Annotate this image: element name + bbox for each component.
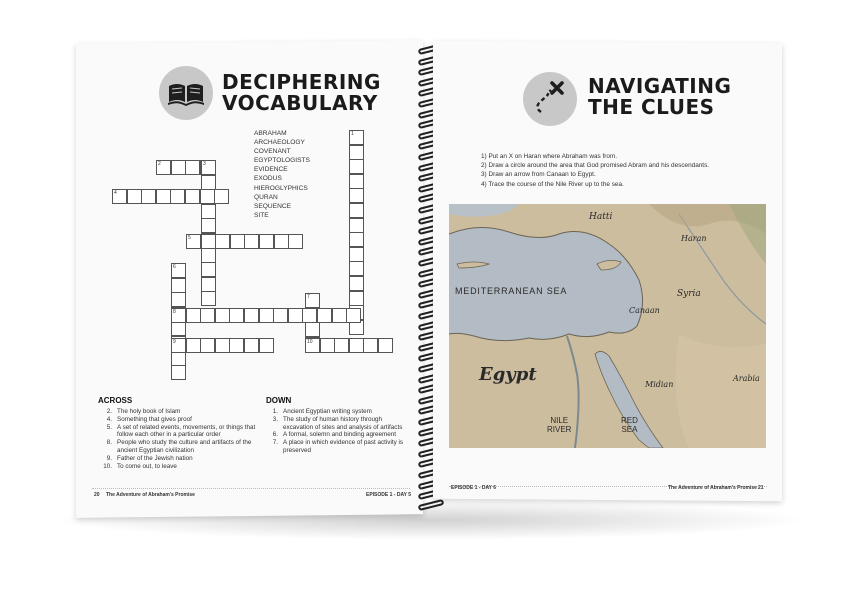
crossword-cell[interactable]	[244, 234, 259, 249]
crossword-cell[interactable]	[349, 232, 364, 247]
crossword-cell[interactable]	[349, 174, 364, 189]
crossword-cell[interactable]	[349, 188, 364, 203]
word-bank-item: EGYPTOLOGISTS	[254, 157, 310, 165]
word-bank	[254, 129, 310, 220]
crossword-cell[interactable]	[332, 308, 347, 323]
crossword-cell[interactable]	[305, 322, 320, 337]
clue-number: 5.	[106, 423, 112, 431]
nile-label-line-2: RIVER	[547, 425, 572, 434]
page-title	[588, 76, 731, 118]
crossword-cell[interactable]	[171, 278, 186, 293]
clue-item	[262, 408, 408, 416]
crossword-cell[interactable]	[259, 234, 274, 249]
nile-label-line-1: NILE	[550, 416, 569, 425]
crossword-cell[interactable]	[170, 189, 185, 204]
ancient-near-east-map	[449, 204, 766, 448]
clue-text: To come out, to leave	[117, 462, 177, 470]
crossword-cell[interactable]	[127, 189, 142, 204]
crossword-cell[interactable]	[274, 234, 289, 249]
crossword-cell[interactable]	[349, 218, 364, 233]
footer-book-title: The Adventure of Abraham's Promise	[106, 492, 195, 498]
map-label-red-sea	[621, 416, 638, 434]
crossword-cell[interactable]	[186, 308, 201, 323]
crossword-cell[interactable]	[200, 189, 215, 204]
map-artwork	[449, 204, 766, 448]
title-line-2: VOCABULARY	[222, 91, 378, 115]
crossword-cell[interactable]	[230, 234, 245, 249]
instruction-item: 4) Trace the course of the Nile River up to the sea.	[481, 180, 624, 188]
instruction-item: 3) Draw an arrow from Canaan to Egypt.	[481, 171, 596, 179]
map-label-syria: Syria	[677, 289, 701, 299]
footer-rule	[92, 488, 410, 489]
down-heading: DOWN	[266, 396, 292, 405]
crossword-cell[interactable]	[349, 261, 364, 276]
crossword-cell[interactable]	[349, 276, 364, 291]
crossword-clue-number: 10	[307, 339, 313, 345]
crossword-clue-number: 1	[351, 131, 354, 137]
crossword-cell[interactable]	[273, 308, 288, 323]
crossword-clue-number: 5	[188, 235, 191, 241]
clue-text: The study of human history through excavation of sites and analysis of artifacts	[283, 415, 403, 431]
crossword-cell[interactable]	[171, 365, 186, 380]
crossword-cell[interactable]	[200, 338, 215, 353]
clue-text: People who study the culture and artifacts of the ancient Egyptian civilization	[117, 439, 252, 454]
word-bank-item: SITE	[254, 211, 269, 219]
crossword-cell[interactable]	[244, 338, 259, 353]
treasure-path-x-icon	[523, 72, 577, 126]
crossword-cell[interactable]	[334, 338, 349, 353]
clue-item	[96, 408, 268, 416]
crossword-cell[interactable]	[215, 308, 230, 323]
crossword-clue-number: 8	[173, 309, 176, 315]
crossword-cell[interactable]	[349, 338, 364, 353]
across-heading: ACROSS	[98, 396, 133, 405]
crossword-clue-number: 7	[307, 294, 310, 300]
treasure-path-badge	[523, 72, 577, 126]
map-label-mediterranean-sea: MEDITERRANEAN SEA	[455, 286, 568, 296]
footer-page-number: 20	[94, 492, 100, 498]
crossword-cell[interactable]	[259, 308, 274, 323]
crossword-cell[interactable]	[141, 189, 156, 204]
crossword-cell[interactable]	[317, 308, 332, 323]
crossword-clue-number: 6	[173, 264, 176, 270]
map-label-canaan: Canaan	[629, 306, 660, 315]
map-label-hatti: Hatti	[589, 212, 613, 222]
clue-item	[96, 455, 268, 463]
crossword-cell[interactable]	[171, 292, 186, 307]
clue-number: 10.	[103, 462, 112, 470]
map-label-egypt: Egypt	[479, 364, 537, 385]
crossword-cell[interactable]	[201, 218, 216, 233]
crossword-cell[interactable]	[349, 247, 364, 262]
crossword-cell[interactable]	[215, 234, 230, 249]
crossword-cell[interactable]	[185, 189, 200, 204]
clue-number: 9.	[106, 454, 112, 462]
instruction-item: 1) Put an X on Haran where Abraham was from.	[481, 153, 618, 160]
crossword-cell[interactable]	[363, 338, 378, 353]
crossword-cell[interactable]	[244, 308, 259, 323]
clue-number: 2.	[106, 408, 112, 415]
crossword-cell[interactable]	[349, 159, 364, 174]
map-label-haran: Haran	[681, 234, 707, 243]
clue-text: A formal, solemn and binding agreement	[283, 431, 397, 439]
word-bank-item: QURAN	[254, 193, 278, 201]
crossword-cell[interactable]	[186, 338, 201, 353]
crossword-cell[interactable]	[346, 308, 361, 323]
crossword-cell[interactable]	[229, 338, 244, 353]
clue-number: 1.	[272, 408, 278, 415]
open-book-icon	[159, 66, 213, 120]
clue-text: A set of related events, movements, or things that follow each other in a particular order	[117, 423, 256, 439]
title-line-1: DECIPHERING	[222, 70, 381, 94]
clue-number: 6.	[272, 431, 278, 439]
clue-item	[96, 424, 268, 440]
crossword-clue-number: 9	[173, 339, 176, 345]
crossword-cell[interactable]	[171, 351, 186, 366]
word-bank-item: COVENANT	[254, 148, 291, 156]
map-instructions	[481, 152, 709, 189]
title-line-2: THE CLUES	[588, 95, 715, 119]
clue-number: 8.	[106, 439, 112, 447]
map-label-nile-river	[547, 416, 571, 434]
down-clues	[262, 408, 408, 455]
clue-item	[96, 416, 268, 424]
crossword-cell[interactable]	[156, 189, 171, 204]
crossword-cell[interactable]	[201, 248, 216, 263]
clue-item	[262, 439, 408, 455]
crossword-cell[interactable]	[215, 338, 230, 353]
red-sea-label-line-1: RED	[621, 416, 638, 425]
word-bank-item: EXODUS	[254, 175, 282, 183]
instruction-item: 2) Draw a circle around the area that God promised Abram and his descendants.	[481, 162, 710, 170]
open-book-badge	[159, 66, 213, 120]
red-sea-label-line-2: SEA	[621, 425, 638, 434]
title-line-1: NAVIGATING	[588, 74, 732, 98]
clue-text: Something that gives proof	[117, 415, 192, 423]
clue-item	[262, 431, 408, 439]
footer-page-number: 21	[758, 485, 764, 491]
across-clues	[96, 408, 268, 470]
clue-text: Father of the Jewish nation	[117, 454, 193, 462]
clue-number: 4.	[106, 415, 112, 423]
crossword-cell[interactable]	[259, 338, 274, 353]
word-bank-item: EVIDENCE	[254, 166, 288, 174]
crossword-cell[interactable]	[201, 262, 216, 277]
crossword-cell[interactable]	[201, 204, 216, 219]
clue-item	[262, 416, 408, 432]
crossword-cell[interactable]	[201, 234, 216, 249]
clue-item	[96, 439, 268, 455]
clue-item	[96, 463, 268, 471]
map-label-midian: Midian	[645, 380, 674, 389]
crossword-cell[interactable]	[214, 189, 229, 204]
clue-number: 3.	[272, 415, 278, 423]
crossword-cell[interactable]	[302, 308, 317, 323]
footer-book-title: The Adventure of Abraham's Promise	[668, 485, 757, 491]
crossword-cell[interactable]	[349, 203, 364, 218]
crossword-cell[interactable]	[349, 291, 364, 306]
crossword-clue-number: 4	[114, 190, 117, 196]
crossword-clue-number: 2	[158, 161, 161, 167]
word-bank-item: ARCHAEOLOGY	[254, 139, 305, 147]
word-bank-item: HIEROGLYPHICS	[254, 184, 308, 192]
word-bank-item: SEQUENCE	[254, 202, 292, 210]
footer-episode: EPISODE 1 - DAY 6	[451, 485, 497, 491]
crossword-cell[interactable]	[171, 321, 186, 336]
clue-text: A place in which evidence of past activity is preserved	[283, 439, 404, 454]
spiral-ring	[418, 499, 445, 511]
crossword-clue-number: 3	[203, 161, 206, 167]
crossword-cell[interactable]	[378, 338, 393, 353]
word-bank-item: ABRAHAM	[254, 130, 287, 137]
crossword-cell[interactable]	[288, 308, 303, 323]
clue-text: Ancient Egyptian writing system	[283, 408, 372, 415]
crossword-cell[interactable]	[201, 277, 216, 292]
page-title	[222, 72, 381, 114]
crossword-cell[interactable]	[201, 291, 216, 306]
crossword-cell[interactable]	[349, 145, 364, 160]
footer-episode: EPISODE 1 - DAY 5	[366, 492, 412, 498]
crossword-cell[interactable]	[201, 175, 216, 190]
crossword-cell[interactable]	[320, 338, 335, 353]
map-label-arabia: Arabia	[733, 374, 760, 383]
crossword-cell[interactable]	[171, 160, 186, 175]
crossword-cell[interactable]	[288, 234, 303, 249]
crossword-cell[interactable]	[185, 160, 200, 175]
clue-text: The holy book of Islam	[117, 408, 181, 415]
crossword-cell[interactable]	[200, 308, 215, 323]
clue-number: 7.	[272, 439, 278, 447]
crossword-cell[interactable]	[229, 308, 244, 323]
